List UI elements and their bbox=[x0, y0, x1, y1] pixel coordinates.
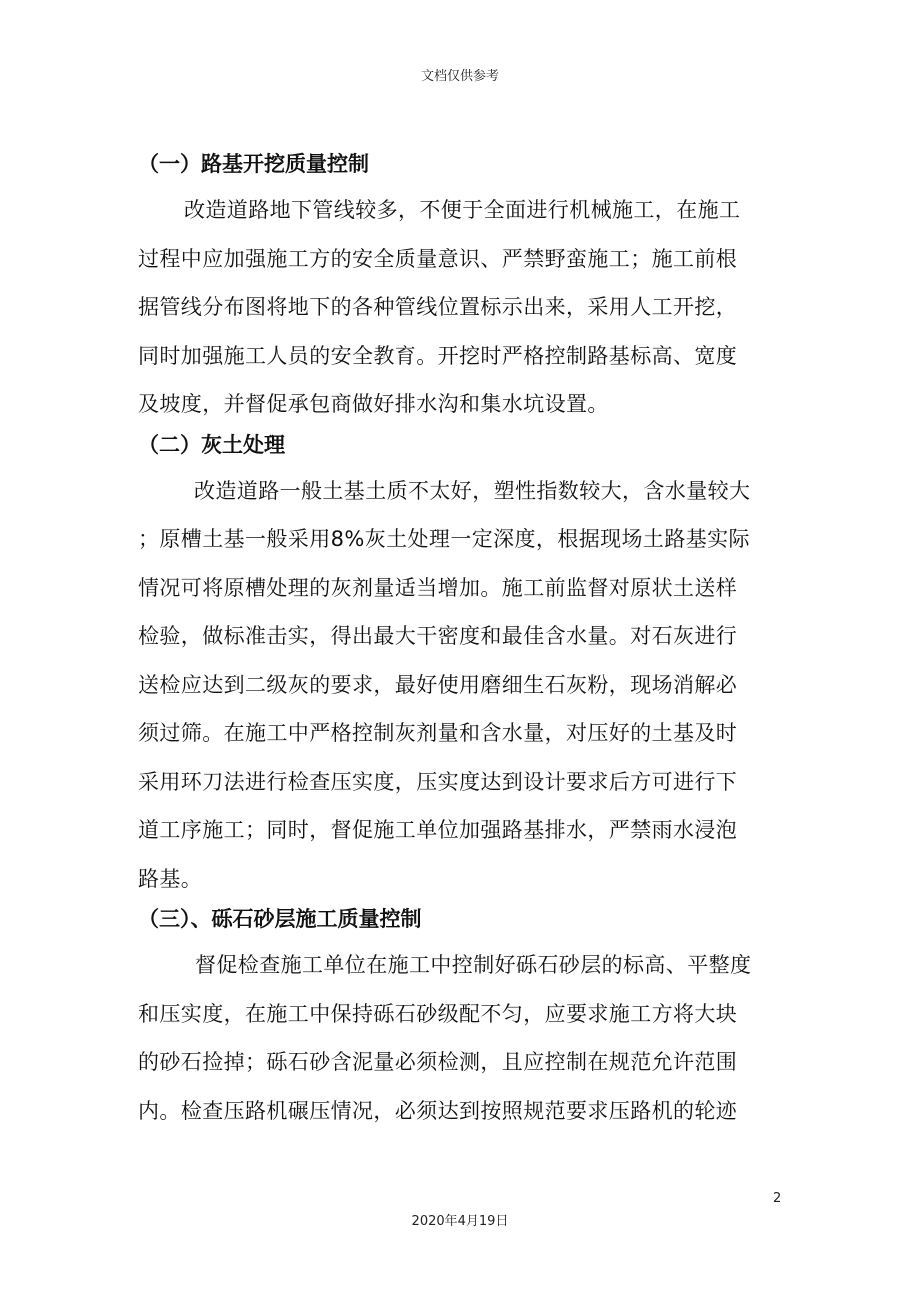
paragraph-line: 采用环刀法进行检查压实度，压实度达到设计要求后方可进行下 bbox=[138, 769, 738, 794]
paragraph-line: 及坡度，并督促承包商做好排水沟和集水坑设置。 bbox=[138, 392, 609, 416]
paragraph-line: ；原槽土基一般采用8%灰土处理一定深度，根据现场土路基实际 bbox=[138, 527, 750, 551]
paragraph-line: 检验，做标准击实，得出最大干密度和最佳含水量。对石灰进行 bbox=[138, 624, 738, 648]
footer-date: 2020年4月19日 bbox=[411, 1214, 509, 1229]
section-paragraph-1 bbox=[138, 186, 790, 429]
paragraph-line: 同时加强施工人员的安全教育。开挖时严格控制路基标高、宽度 bbox=[138, 343, 738, 368]
paragraph-line: 过程中应加强施工方的安全质量意识、严禁野蛮施工；施工前根 bbox=[138, 246, 738, 271]
section-heading-2: （二）灰土处理 bbox=[138, 432, 285, 457]
paragraph-line: 内。检查压路机碾压情况，必须达到按照规范要求压路机的轮迹 bbox=[138, 1098, 738, 1123]
paragraph-line: 送检应达到二级灰的要求，最好使用磨细生石灰粉，现场消解必 bbox=[138, 672, 738, 697]
page-number: 2 bbox=[773, 1191, 782, 1206]
paragraph-line: 据管线分布图将地下的各种管线位置标示出来，采用人工开挖， bbox=[138, 295, 738, 319]
page-header: 文档仅供参考 bbox=[420, 69, 499, 84]
paragraph-line: 道工序施工；同时，督促施工单位加强路基排水，严禁雨水浸泡 bbox=[138, 818, 738, 842]
paragraph-line: 路基。 bbox=[138, 866, 203, 891]
section-heading-1: （一）路基开挖质量控制 bbox=[138, 152, 369, 176]
section-paragraph-3 bbox=[138, 941, 790, 1135]
section-heading-3: （三）、砾石砂层施工质量控制 bbox=[138, 907, 422, 931]
paragraph-line: 须过筛。在施工中严格控制灰剂量和含水量，对压好的土基及时 bbox=[138, 721, 738, 745]
paragraph-line: 改造道路地下管线较多，不便于全面进行机械施工，在施工 bbox=[184, 198, 741, 222]
paragraph-line: 的砂石捡掉；砾石砂含泥量必须检测，且应控制在规范允许范围 bbox=[138, 1050, 738, 1074]
paragraph-line: 督促检查施工单位在施工中控制好砾石砂层的标高、平整度 bbox=[195, 953, 752, 977]
document-body bbox=[138, 138, 790, 1135]
paragraph-line: 情况可将原槽处理的灰剂量适当增加。施工前监督对原状土送样 bbox=[138, 575, 738, 600]
section-paragraph-2 bbox=[138, 467, 790, 904]
paragraph-line: 和压实度，在施工中保持砾石砂级配不匀，应要求施工方将大块 bbox=[138, 1001, 738, 1026]
paragraph-line: 改造道路一般土基土质不太好，塑性指数较大，含水量较大 bbox=[194, 478, 751, 503]
